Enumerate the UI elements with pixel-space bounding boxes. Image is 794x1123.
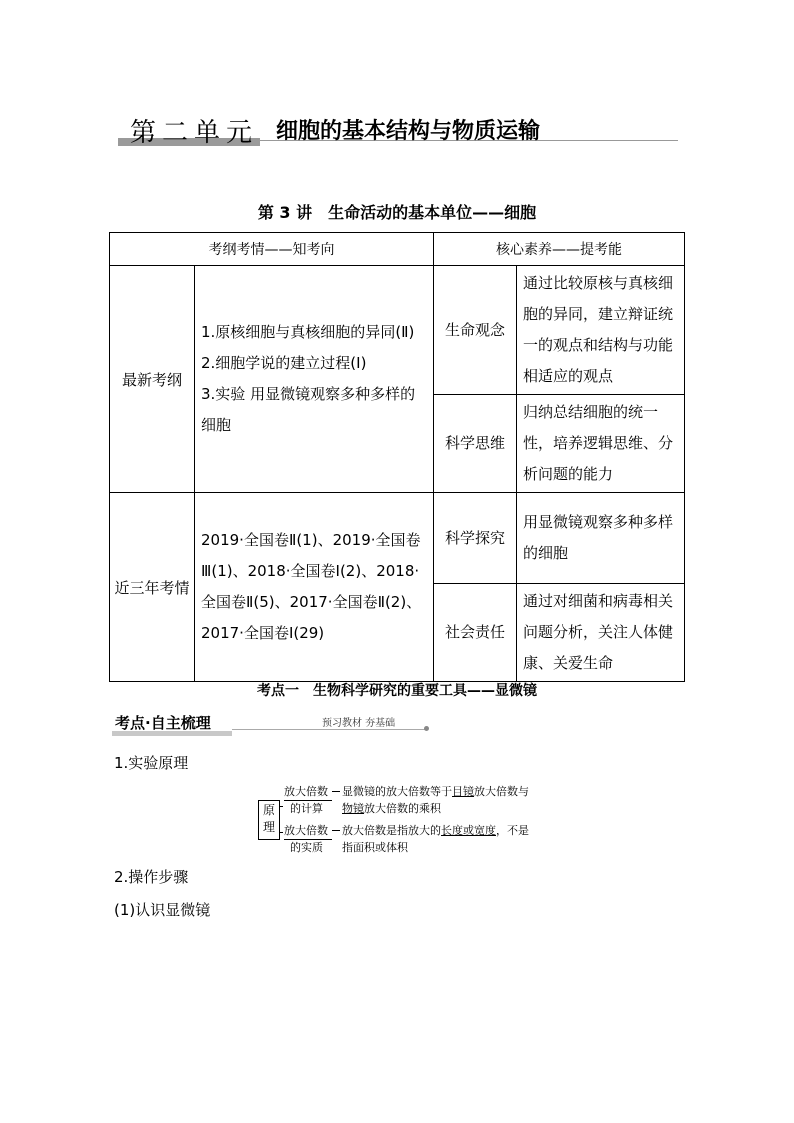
branch2-arrow-line	[332, 830, 340, 831]
branch1-label-1: 放大倍数	[284, 785, 328, 798]
literacy-desc: 用显微镜观察多种多样的细胞	[517, 493, 685, 584]
unit-label: 第二单元	[130, 118, 259, 148]
kaodian-label: 考点·自主梳理	[115, 714, 211, 732]
kaodian-subtitle: 预习教材 夯基础	[322, 718, 396, 729]
section-title: 考点一 生物科学研究的重要工具——显微镜	[257, 683, 537, 699]
unit-title: 细胞的基本结构与物质运输	[276, 119, 541, 144]
literacy-desc: 通过对细菌和病毒相关问题分析，关注人体健康、关爱生命	[517, 584, 685, 682]
literacy-category: 社会责任	[434, 584, 517, 682]
heading-principle: 1.实验原理	[114, 754, 189, 772]
diagram-box-label: 原理	[263, 803, 276, 834]
literacy-desc: 通过比较原核与真核细胞的异同，建立辩证统一的观点和结构与功能相适应的观点	[517, 266, 685, 395]
table-header-right: 核心素养——提考能	[434, 233, 685, 266]
branch2-desc-line2: 指面积或体积	[342, 841, 408, 854]
literacy-category: 科学思维	[434, 395, 517, 493]
branch2-label-1: 放大倍数	[284, 824, 328, 837]
branch1-arrow-line	[332, 791, 340, 792]
row-head-syllabus: 最新考纲	[110, 266, 195, 493]
branch2-desc-line1: 放大倍数是指放大的长度或宽度，不是	[342, 824, 529, 837]
branch1-desc-line1: 显微镜的放大倍数等于目镜放大倍数与	[342, 785, 529, 798]
branch1-desc-line2: 物镜放大倍数的乘积	[342, 802, 441, 815]
syllabus-table	[109, 232, 685, 682]
unit-header	[118, 108, 678, 148]
kaodian-dot-icon	[424, 726, 429, 731]
row-head-exams: 近三年考情	[110, 493, 195, 682]
syllabus-item: 3.实验 用显微镜观察多种多样的细胞	[201, 385, 416, 434]
lecture-title: 第 3 讲 生命活动的基本单位——细胞	[257, 203, 537, 222]
literacy-desc: 归纳总结细胞的统一性，培养逻辑思维、分析问题的能力	[517, 395, 685, 493]
exam-list: 2019·全国卷Ⅱ(1)、2019·全国卷Ⅲ(1)、2018·全国卷Ⅰ(2)、2018·全国卷Ⅱ(5)、2017·全国卷Ⅱ(2)、2017·全国卷Ⅰ(29)	[195, 493, 434, 682]
diagram-connector	[279, 806, 283, 807]
syllabus-item: 1.原核细胞与真核细胞的异同(Ⅱ)	[201, 323, 415, 341]
kaodian-rule	[232, 729, 427, 730]
diagram-box	[258, 800, 280, 840]
principle-diagram	[258, 782, 558, 856]
branch2-label-2: 的实质	[290, 841, 323, 854]
syllabus-item: 2.细胞学说的建立过程(Ⅰ)	[201, 354, 367, 372]
literacy-category: 生命观念	[434, 266, 517, 395]
heading-microscope: (1)认识显微镜	[114, 901, 211, 919]
syllabus-items	[195, 266, 434, 493]
table-header-left: 考纲考情——知考向	[110, 233, 434, 266]
branch1-label-2: 的计算	[290, 802, 323, 815]
heading-steps: 2.操作步骤	[114, 868, 189, 886]
literacy-category: 科学探究	[434, 493, 517, 584]
diagram-connector	[279, 832, 283, 833]
